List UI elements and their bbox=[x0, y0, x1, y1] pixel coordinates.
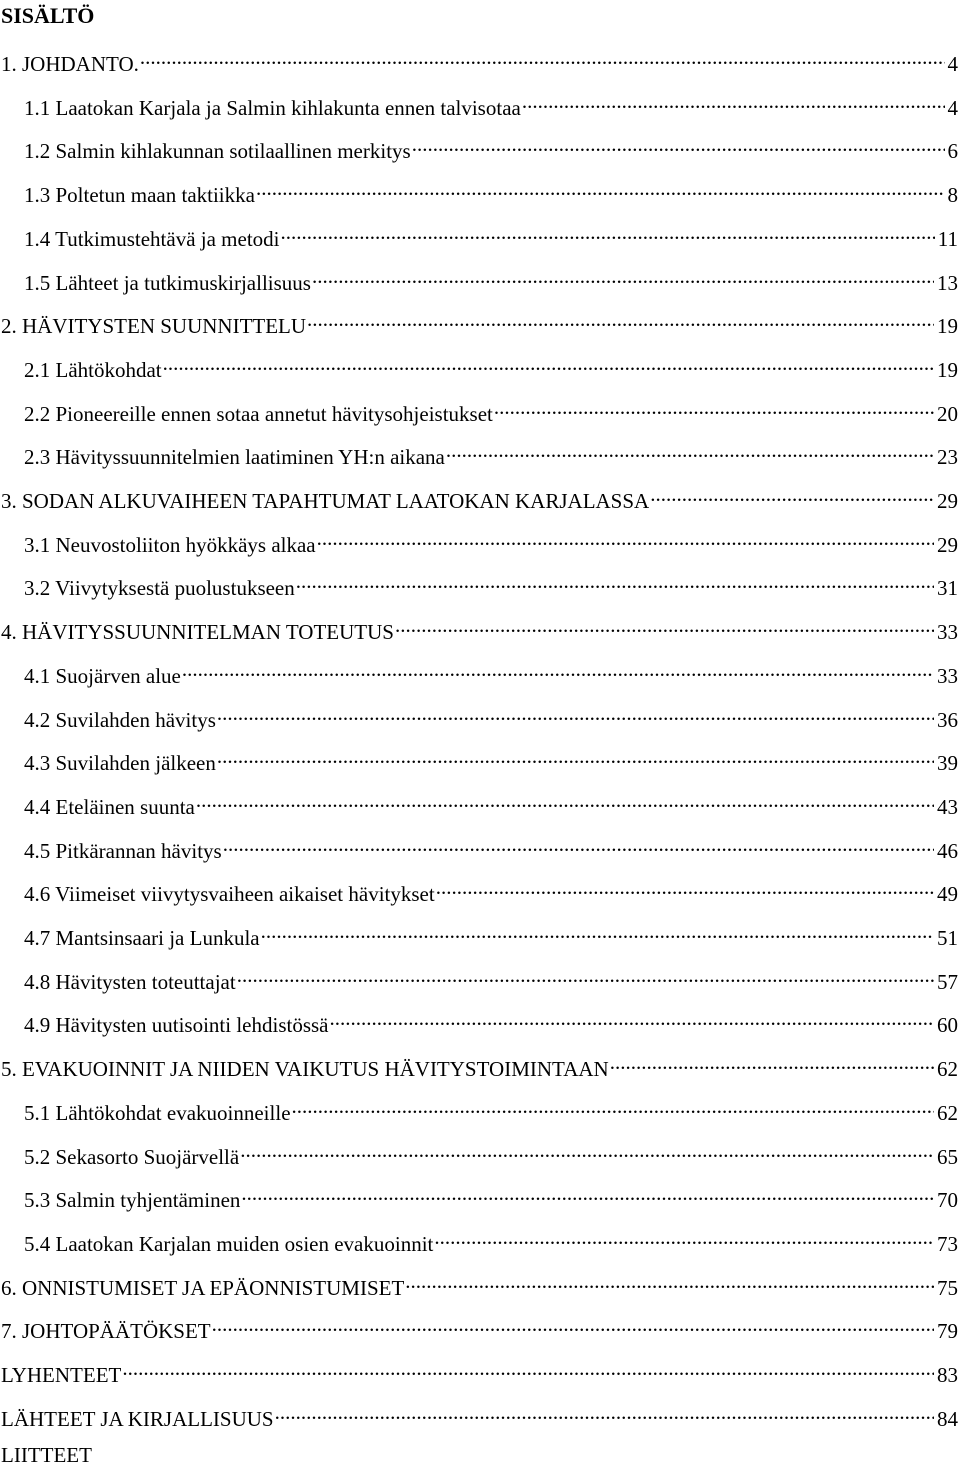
toc-entry-page: 20 bbox=[937, 402, 958, 426]
toc-entry-page: 62 bbox=[937, 1101, 958, 1125]
toc-entry[interactable] bbox=[24, 1004, 958, 1037]
dot-leader bbox=[395, 611, 934, 639]
toc-entry-label: 1.3 Poltetun maan taktiikka bbox=[24, 183, 255, 207]
toc-entry-label: 4.1 Suojärven alue bbox=[24, 664, 181, 688]
toc-entry[interactable] bbox=[24, 917, 958, 950]
dot-leader bbox=[650, 480, 934, 508]
dot-leader bbox=[217, 699, 934, 727]
toc-entry-page: 29 bbox=[937, 489, 958, 513]
toc-entry-page: 13 bbox=[937, 271, 958, 295]
toc-entry[interactable] bbox=[1, 1310, 958, 1343]
toc-entry-page: 49 bbox=[937, 882, 958, 906]
toc-entry-label: 6. ONNISTUMISET JA EPÄONNISTUMISET bbox=[1, 1276, 405, 1300]
toc-entry-page: 33 bbox=[937, 664, 958, 688]
dot-leader bbox=[261, 917, 934, 945]
toc-entry-label: 2. HÄVITYSTEN SUUNNITTELU bbox=[1, 314, 307, 338]
toc-entry[interactable] bbox=[1, 1354, 958, 1387]
toc-entry-page: 79 bbox=[937, 1319, 958, 1343]
toc-entry-page: 60 bbox=[937, 1013, 958, 1037]
toc-entry-page: 73 bbox=[937, 1232, 958, 1256]
toc-entry[interactable] bbox=[1, 305, 958, 338]
toc-entry[interactable] bbox=[24, 699, 958, 732]
toc-entry-label: 5.1 Lähtökohdat evakuoinneille bbox=[24, 1101, 291, 1125]
toc-entry[interactable] bbox=[24, 130, 958, 163]
toc-entry[interactable] bbox=[24, 174, 958, 207]
toc-entry[interactable] bbox=[24, 873, 958, 906]
toc-entry-label: 3.1 Neuvostoliiton hyökkäys alkaa bbox=[24, 533, 316, 557]
toc-entry-label: 5.2 Sekasorto Suojärvellä bbox=[24, 1145, 240, 1169]
toc-entry-page: 36 bbox=[937, 708, 958, 732]
dot-leader bbox=[217, 742, 934, 770]
toc-entry[interactable] bbox=[1, 43, 958, 76]
toc-entry[interactable] bbox=[24, 1136, 958, 1169]
dot-leader bbox=[275, 1398, 934, 1426]
toc-entry-label: 5.3 Salmin tyhjentäminen bbox=[24, 1188, 241, 1212]
toc-entry-page: 46 bbox=[937, 839, 958, 863]
toc-entry-page: 8 bbox=[947, 183, 958, 207]
toc-entry[interactable] bbox=[24, 961, 958, 994]
toc-entry-page: 31 bbox=[937, 576, 958, 600]
toc-entry-page: 11 bbox=[937, 227, 958, 251]
toc-entry-label: 4.9 Hävitysten uutisointi lehdistössä bbox=[24, 1013, 329, 1037]
toc-entry-label: 5.4 Laatokan Karjalan muiden osien evakuoinnit bbox=[24, 1232, 434, 1256]
toc-entry-page: 51 bbox=[937, 926, 958, 950]
toc-entry[interactable] bbox=[24, 262, 958, 295]
toc-entry-page: 83 bbox=[937, 1363, 958, 1387]
dot-leader bbox=[292, 1092, 934, 1120]
toc-entry-label: 4.4 Eteläinen suunta bbox=[24, 795, 195, 819]
toc-entry-label: 1.1 Laatokan Karjala ja Salmin kihlakunta ennen talvisotaa bbox=[24, 96, 521, 120]
toc-entry-page: 4 bbox=[947, 96, 958, 120]
toc-entry[interactable] bbox=[24, 393, 958, 426]
toc-entry[interactable] bbox=[24, 218, 958, 251]
toc-entry-page: 43 bbox=[937, 795, 958, 819]
toc-entry-label: 4.2 Suvilahden hävitys bbox=[24, 708, 216, 732]
toc-entry-label: 4.6 Viimeiset viivytysvaiheen aikaiset hävitykset bbox=[24, 882, 435, 906]
dot-leader bbox=[240, 1136, 934, 1164]
toc-entry[interactable] bbox=[24, 524, 958, 557]
dot-leader bbox=[182, 655, 934, 683]
dot-leader bbox=[212, 1310, 934, 1338]
toc-entry-page: 33 bbox=[937, 620, 958, 644]
toc-entry[interactable] bbox=[24, 786, 958, 819]
page-title: SISÄLTÖ bbox=[1, 3, 95, 28]
toc-entry-page: 70 bbox=[937, 1188, 958, 1212]
dot-leader bbox=[256, 174, 945, 202]
toc-entry[interactable] bbox=[24, 1179, 958, 1212]
toc-entry-label: 2.2 Pioneereille ennen sotaa annetut hävitysohjeistukset bbox=[24, 402, 493, 426]
toc-entry[interactable] bbox=[1, 1048, 958, 1081]
toc-entry-label: LIITTEET bbox=[1, 1443, 92, 1467]
toc-entry-label: 2.3 Hävityssuunnitelmien laatiminen YH:n aikana bbox=[24, 445, 445, 469]
toc-entry-label: 3. SODAN ALKUVAIHEEN TAPAHTUMAT LAATOKAN KARJALASSA bbox=[1, 489, 650, 513]
toc-entry[interactable] bbox=[24, 742, 958, 775]
toc-entry-label: 1.5 Lähteet ja tutkimuskirjallisuus bbox=[24, 271, 311, 295]
toc-entry[interactable] bbox=[24, 436, 958, 469]
dot-leader bbox=[296, 567, 934, 595]
toc-entry-label: 7. JOHTOPÄÄTÖKSET bbox=[1, 1319, 211, 1343]
toc-entry-page: 39 bbox=[937, 751, 958, 775]
toc-entry-page: 23 bbox=[937, 445, 958, 469]
dot-leader bbox=[405, 1267, 934, 1295]
toc-entry-label: 1.4 Tutkimustehtävä ja metodi bbox=[24, 227, 280, 251]
dot-leader bbox=[196, 786, 934, 814]
toc-entry[interactable] bbox=[24, 349, 958, 382]
dot-leader bbox=[312, 262, 934, 290]
toc-entry-page: 6 bbox=[947, 139, 958, 163]
dot-leader bbox=[494, 393, 934, 421]
toc-entry-label: 5. EVAKUOINNIT JA NIIDEN VAIKUTUS HÄVITYSTOIMINTAAN bbox=[1, 1057, 609, 1081]
toc-entry-page: 84 bbox=[937, 1407, 958, 1431]
toc-entry-page: 65 bbox=[937, 1145, 958, 1169]
dot-leader bbox=[522, 87, 945, 115]
dot-leader bbox=[140, 43, 945, 71]
toc-entry[interactable] bbox=[24, 87, 958, 120]
toc-entry[interactable] bbox=[24, 830, 958, 863]
dot-leader bbox=[610, 1048, 934, 1076]
toc-entry[interactable] bbox=[24, 1223, 958, 1256]
toc-entry-page: 4 bbox=[947, 52, 958, 76]
toc-entry-label: LYHENTEET bbox=[1, 1363, 122, 1387]
toc-entry[interactable] bbox=[1, 480, 958, 513]
dot-leader bbox=[317, 524, 934, 552]
dot-leader bbox=[122, 1354, 934, 1382]
toc-entry-label: 4.3 Suvilahden jälkeen bbox=[24, 751, 216, 775]
dot-leader bbox=[223, 830, 934, 858]
toc-entry-label: 1.2 Salmin kihlakunnan sotilaallinen merkitys bbox=[24, 139, 411, 163]
toc-entry-page: 19 bbox=[937, 358, 958, 382]
toc-entry-label: 4.8 Hävitysten toteuttajat bbox=[24, 970, 236, 994]
toc-entry[interactable] bbox=[1, 1267, 958, 1300]
toc-entry-label: 1. JOHDANTO. bbox=[1, 52, 139, 76]
toc-entry[interactable] bbox=[24, 1092, 958, 1125]
toc-entry-page: 57 bbox=[937, 970, 958, 994]
dot-leader bbox=[163, 349, 934, 377]
toc-entry[interactable] bbox=[24, 655, 958, 688]
toc-entry-label: 3.2 Viivytyksestä puolustukseen bbox=[24, 576, 295, 600]
toc-entry-page: 62 bbox=[937, 1057, 958, 1081]
dot-leader bbox=[237, 961, 934, 989]
toc-entry[interactable] bbox=[24, 567, 958, 600]
toc-entry-page: 19 bbox=[937, 314, 958, 338]
dot-leader bbox=[281, 218, 935, 246]
toc-entry-label: 4.5 Pitkärannan hävitys bbox=[24, 839, 222, 863]
toc-entry[interactable] bbox=[1, 1398, 958, 1431]
toc-entry-label: 4.7 Mantsinsaari ja Lunkula bbox=[24, 926, 260, 950]
toc-entry-page: 29 bbox=[937, 533, 958, 557]
toc-entry-label: 2.1 Lähtökohdat bbox=[24, 358, 162, 382]
toc-entry[interactable] bbox=[1, 1441, 958, 1469]
toc-entry-label: LÄHTEET JA KIRJALLISUUS bbox=[1, 1407, 274, 1431]
dot-leader bbox=[434, 1223, 934, 1251]
dot-leader bbox=[446, 436, 934, 464]
toc-entry-label: 4. HÄVITYSSUUNNITELMAN TOTEUTUS bbox=[1, 620, 394, 644]
dot-leader bbox=[412, 130, 945, 158]
toc-entry-page: 75 bbox=[937, 1276, 958, 1300]
dot-leader bbox=[307, 305, 934, 333]
dot-leader bbox=[436, 873, 934, 901]
dot-leader bbox=[241, 1179, 934, 1207]
toc-entry[interactable] bbox=[1, 611, 958, 644]
dot-leader bbox=[330, 1004, 935, 1032]
